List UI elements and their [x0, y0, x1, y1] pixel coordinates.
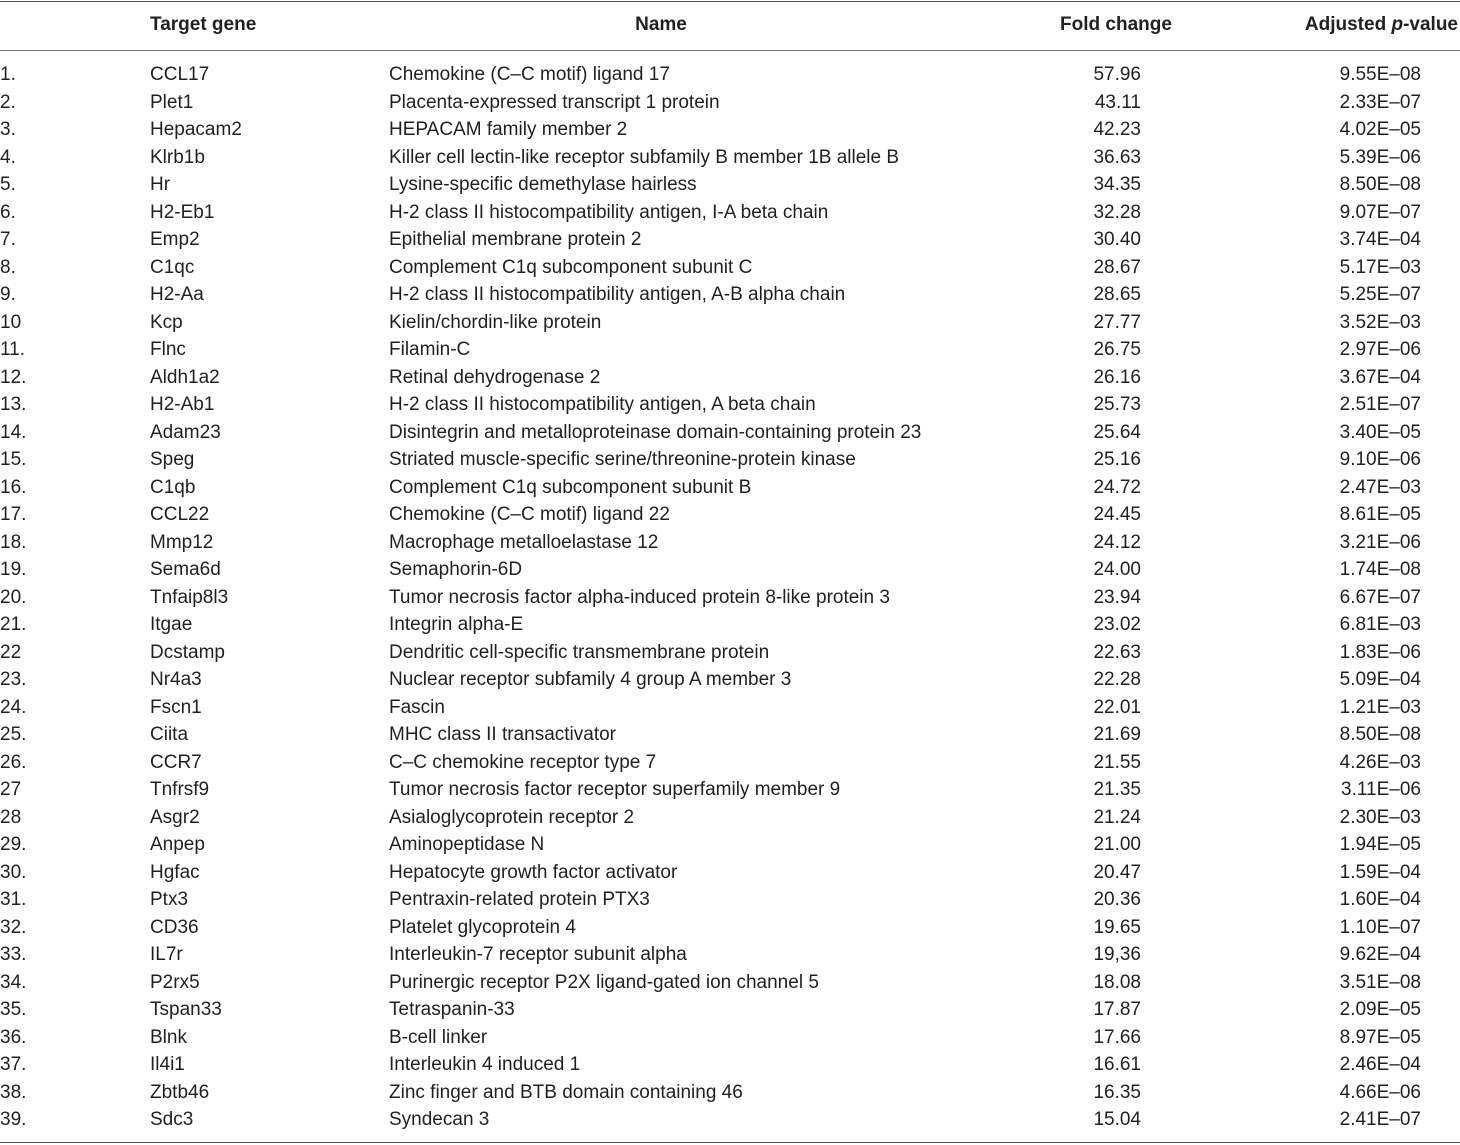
- table-header-rule: [0, 50, 1460, 51]
- row-name: Syndecan 3: [389, 1109, 490, 1130]
- row-fold-change: 18.08: [1093, 971, 1141, 993]
- table-row: [0, 886, 1460, 914]
- table-row: [0, 281, 1460, 309]
- table-row: [0, 1079, 1460, 1107]
- row-target-gene: Il4i1: [150, 1054, 185, 1075]
- row-adjusted-p-value: 2.97E–06: [1339, 339, 1421, 360]
- row-adjusted-p-value: 5.25E–07: [1339, 284, 1421, 305]
- row-target-gene: Kcp: [150, 311, 183, 333]
- row-name: H-2 class II histocompatibility antigen, A beta chain: [389, 394, 816, 415]
- row-name: Tumor necrosis factor alpha-induced protein 8-like protein 3: [389, 586, 890, 608]
- row-index: 12.: [0, 366, 27, 388]
- table-row: [0, 859, 1460, 887]
- row-target-gene: Hr: [150, 174, 171, 195]
- row-target-gene: CD36: [150, 916, 199, 938]
- row-name: Interleukin 4 induced 1: [389, 1054, 581, 1075]
- row-target-gene: Anpep: [150, 834, 205, 855]
- row-name: Filamin-C: [389, 339, 471, 360]
- row-fold-change: 27.77: [1093, 311, 1141, 333]
- row-fold-change: 21.00: [1093, 834, 1141, 855]
- table-row: [0, 831, 1460, 859]
- row-index: 10: [0, 311, 22, 333]
- row-fold-change: 23.94: [1093, 586, 1141, 608]
- header-fold-change: Fold change: [1060, 14, 1172, 35]
- row-index: 2.: [0, 91, 16, 113]
- row-fold-change: 24.12: [1093, 531, 1141, 553]
- row-index: 7.: [0, 229, 16, 250]
- row-index: 31.: [0, 889, 27, 910]
- table-row: [0, 969, 1460, 997]
- row-index: 34.: [0, 971, 27, 993]
- row-index: 18.: [0, 531, 27, 553]
- table-row: [0, 474, 1460, 502]
- row-adjusted-p-value: 9.10E–06: [1339, 449, 1421, 470]
- row-target-gene: H2-Ab1: [150, 394, 215, 415]
- table-row: [0, 1051, 1460, 1079]
- row-index: 28: [0, 806, 22, 828]
- row-target-gene: Mmp12: [150, 531, 214, 553]
- row-index: 29.: [0, 834, 27, 855]
- row-index: 4.: [0, 146, 16, 168]
- row-name: Pentraxin-related protein PTX3: [389, 889, 650, 910]
- table-row: [0, 556, 1460, 584]
- row-fold-change: 34.35: [1093, 174, 1141, 195]
- row-index: 6.: [0, 201, 16, 223]
- row-fold-change: 26.16: [1093, 366, 1141, 388]
- row-fold-change: 22.01: [1093, 696, 1141, 718]
- row-target-gene: C1qb: [150, 476, 196, 498]
- table-row: [0, 666, 1460, 694]
- row-adjusted-p-value: 9.62E–04: [1339, 944, 1421, 965]
- row-target-gene: Itgae: [150, 614, 193, 635]
- row-adjusted-p-value: 6.67E–07: [1339, 586, 1421, 608]
- row-target-gene: Adam23: [150, 421, 221, 443]
- row-index: 24.: [0, 696, 27, 718]
- row-name: Integrin alpha-E: [389, 614, 524, 635]
- row-adjusted-p-value: 5.09E–04: [1339, 669, 1421, 690]
- row-adjusted-p-value: 3.21E–06: [1339, 531, 1421, 553]
- row-target-gene: Tnfaip8l3: [150, 586, 229, 608]
- row-fold-change: 16.35: [1093, 1081, 1141, 1103]
- row-name: Tumor necrosis factor receptor superfamily member 9: [389, 779, 841, 800]
- row-name: Chemokine (C–C motif) ligand 22: [389, 504, 670, 525]
- row-adjusted-p-value: 9.55E–08: [1339, 64, 1421, 85]
- table-row: [0, 336, 1460, 364]
- row-target-gene: Sdc3: [150, 1109, 194, 1130]
- row-target-gene: Flnc: [150, 339, 186, 360]
- row-index: 5.: [0, 174, 16, 195]
- table-row: [0, 1106, 1460, 1134]
- row-target-gene: Tspan33: [150, 999, 222, 1020]
- row-fold-change: 57.96: [1093, 64, 1141, 85]
- row-fold-change: 30.40: [1093, 229, 1141, 250]
- row-fold-change: 16.61: [1093, 1054, 1141, 1075]
- row-name: Tetraspanin-33: [389, 999, 515, 1020]
- row-fold-change: 28.67: [1093, 256, 1141, 278]
- row-index: 13.: [0, 394, 27, 415]
- row-target-gene: Ciita: [150, 724, 189, 745]
- row-adjusted-p-value: 1.74E–08: [1339, 559, 1421, 580]
- table-row: [0, 446, 1460, 474]
- table-row: [0, 309, 1460, 337]
- row-fold-change: 22.63: [1093, 641, 1141, 663]
- row-index: 11.: [0, 339, 26, 360]
- row-index: 22: [0, 641, 22, 663]
- row-name: Hepatocyte growth factor activator: [389, 861, 678, 883]
- row-adjusted-p-value: 8.97E–05: [1339, 1026, 1421, 1048]
- table-row: [0, 419, 1460, 447]
- row-index: 39.: [0, 1109, 27, 1130]
- row-fold-change: 21.24: [1093, 806, 1141, 828]
- row-adjusted-p-value: 4.26E–03: [1339, 751, 1421, 773]
- row-name: H-2 class II histocompatibility antigen, I-A beta chain: [389, 201, 829, 223]
- row-index: 35.: [0, 999, 27, 1020]
- row-target-gene: Speg: [150, 449, 195, 470]
- table-row: [0, 611, 1460, 639]
- row-target-gene: IL7r: [150, 944, 183, 965]
- row-name: Complement C1q subcomponent subunit C: [389, 256, 753, 278]
- row-adjusted-p-value: 1.83E–06: [1339, 641, 1421, 663]
- row-fold-change: 25.73: [1093, 394, 1141, 415]
- row-fold-change: 32.28: [1093, 201, 1141, 223]
- row-fold-change: 19.65: [1093, 916, 1141, 938]
- row-fold-change: 23.02: [1093, 614, 1141, 635]
- table-row: [0, 721, 1460, 749]
- table-row: [0, 749, 1460, 777]
- row-index: 15.: [0, 449, 27, 470]
- row-index: 33.: [0, 944, 27, 965]
- row-fold-change: 26.75: [1093, 339, 1141, 360]
- row-adjusted-p-value: 2.09E–05: [1339, 999, 1421, 1020]
- header-name: Name: [635, 14, 687, 35]
- row-index: 25.: [0, 724, 27, 745]
- row-target-gene: Dcstamp: [150, 641, 225, 663]
- row-fold-change: 21.69: [1093, 724, 1141, 745]
- row-fold-change: 36.63: [1093, 146, 1141, 168]
- table-row: [0, 996, 1460, 1024]
- row-adjusted-p-value: 2.33E–07: [1339, 91, 1421, 113]
- row-fold-change: 15.04: [1093, 1109, 1141, 1130]
- table-body: [0, 61, 1460, 1134]
- header-target-gene: Target gene: [150, 14, 257, 35]
- row-name: Retinal dehydrogenase 2: [389, 366, 601, 388]
- row-fold-change: 21.55: [1093, 751, 1141, 773]
- row-target-gene: Asgr2: [150, 806, 200, 828]
- row-name: Semaphorin-6D: [389, 559, 523, 580]
- header-adjusted-p-value: [1305, 14, 1458, 36]
- row-adjusted-p-value: 3.51E–08: [1339, 971, 1421, 993]
- row-adjusted-p-value: 1.60E–04: [1339, 889, 1421, 910]
- row-name: Interleukin-7 receptor subunit alpha: [389, 944, 687, 965]
- row-fold-change: 17.87: [1093, 999, 1141, 1020]
- row-name: Disintegrin and metalloproteinase domain-containing protein 23: [389, 421, 922, 443]
- row-fold-change: 42.23: [1093, 119, 1141, 140]
- row-target-gene: Ptx3: [150, 889, 189, 910]
- row-index: 37.: [0, 1054, 27, 1075]
- table-row: [0, 364, 1460, 392]
- row-fold-change: 22.28: [1093, 669, 1141, 690]
- row-adjusted-p-value: 8.61E–05: [1339, 504, 1421, 525]
- row-name: Purinergic receptor P2X ligand-gated ion channel 5: [389, 971, 819, 993]
- row-adjusted-p-value: 3.11E–06: [1341, 779, 1421, 800]
- table-row: [0, 226, 1460, 254]
- row-target-gene: CCR7: [150, 751, 202, 773]
- row-adjusted-p-value: 4.02E–05: [1339, 119, 1421, 140]
- table-row: [0, 116, 1460, 144]
- row-fold-change: 25.64: [1093, 421, 1141, 443]
- table-row: [0, 61, 1460, 89]
- row-adjusted-p-value: 6.81E–03: [1339, 614, 1421, 635]
- table-row: [0, 89, 1460, 117]
- table-row: [0, 639, 1460, 667]
- row-adjusted-p-value: 8.50E–08: [1339, 174, 1421, 195]
- row-name: Macrophage metalloelastase 12: [389, 531, 659, 553]
- row-target-gene: Sema6d: [150, 559, 221, 580]
- row-target-gene: Hgfac: [150, 861, 200, 883]
- row-fold-change: 19,36: [1093, 944, 1141, 965]
- row-name: HEPACAM family member 2: [389, 119, 628, 140]
- row-fold-change: 43.11: [1094, 91, 1141, 113]
- row-index: 30.: [0, 861, 27, 883]
- row-adjusted-p-value: 1.59E–04: [1339, 861, 1421, 883]
- row-name: Nuclear receptor subfamily 4 group A member 3: [389, 669, 792, 690]
- row-fold-change: 21.35: [1093, 779, 1141, 800]
- row-index: 20.: [0, 586, 27, 608]
- row-adjusted-p-value: 2.41E–07: [1339, 1109, 1421, 1130]
- row-index: 8.: [0, 256, 16, 278]
- table-row: [0, 529, 1460, 557]
- row-adjusted-p-value: 2.51E–07: [1339, 394, 1421, 415]
- row-target-gene: H2-Eb1: [150, 201, 215, 223]
- table-row: [0, 199, 1460, 227]
- row-index: 14.: [0, 421, 27, 443]
- row-index: 1.: [0, 64, 16, 85]
- table-row: [0, 501, 1460, 529]
- table-row: [0, 584, 1460, 612]
- row-name: Platelet glycoprotein 4: [389, 916, 576, 938]
- row-fold-change: 28.65: [1093, 284, 1141, 305]
- row-index: 23.: [0, 669, 27, 690]
- row-fold-change: 24.45: [1093, 504, 1141, 525]
- row-target-gene: C1qc: [150, 256, 195, 278]
- table-row: [0, 941, 1460, 969]
- row-name: Dendritic cell-specific transmembrane protein: [389, 641, 770, 663]
- table-row: [0, 804, 1460, 832]
- row-adjusted-p-value: 2.30E–03: [1339, 806, 1421, 828]
- row-fold-change: 17.66: [1093, 1026, 1141, 1048]
- row-name: Complement C1q subcomponent subunit B: [389, 476, 752, 498]
- row-fold-change: 24.00: [1093, 559, 1141, 580]
- row-adjusted-p-value: 5.17E–03: [1339, 256, 1421, 278]
- row-target-gene: Aldh1a2: [150, 366, 220, 388]
- table-header-row: [0, 2, 1460, 50]
- row-name: Chemokine (C–C motif) ligand 17: [389, 64, 670, 85]
- row-fold-change: 20.47: [1093, 861, 1141, 883]
- row-index: 26.: [0, 751, 27, 773]
- row-index: 17.: [0, 504, 27, 525]
- header-adjusted-p-italic: p: [1391, 14, 1404, 35]
- row-index: 38.: [0, 1081, 27, 1103]
- row-name: H-2 class II histocompatibility antigen, A-B alpha chain: [389, 284, 846, 305]
- row-name: Lysine-specific demethylase hairless: [389, 174, 697, 195]
- row-adjusted-p-value: 2.47E–03: [1339, 476, 1421, 498]
- table-row: [0, 144, 1460, 172]
- row-adjusted-p-value: 1.21E–03: [1339, 696, 1421, 718]
- row-index: 3.: [0, 119, 16, 140]
- row-name: Epithelial membrane protein 2: [389, 229, 642, 250]
- row-fold-change: 24.72: [1093, 476, 1141, 498]
- row-target-gene: Blnk: [150, 1026, 187, 1048]
- row-name: Killer cell lectin-like receptor subfamily B member 1B allele B: [389, 146, 900, 168]
- row-name: Striated muscle-specific serine/threonine-protein kinase: [389, 449, 856, 470]
- row-name: B-cell linker: [389, 1026, 488, 1048]
- row-index: 32.: [0, 916, 27, 938]
- row-adjusted-p-value: 9.07E–07: [1339, 201, 1421, 223]
- row-index: 21.: [0, 614, 27, 635]
- row-adjusted-p-value: 1.94E–05: [1339, 834, 1421, 855]
- row-index: 36.: [0, 1026, 27, 1048]
- table-row: [0, 171, 1460, 199]
- table-row: [0, 391, 1460, 419]
- row-index: 16.: [0, 476, 27, 498]
- row-name: Placenta-expressed transcript 1 protein: [389, 91, 720, 113]
- row-target-gene: CCL22: [150, 504, 210, 525]
- row-fold-change: 20.36: [1093, 889, 1141, 910]
- row-target-gene: Plet1: [150, 91, 194, 113]
- row-adjusted-p-value: 3.67E–04: [1339, 366, 1421, 388]
- row-target-gene: P2rx5: [150, 971, 200, 993]
- row-name: C–C chemokine receptor type 7: [389, 751, 657, 773]
- row-target-gene: Zbtb46: [150, 1081, 210, 1103]
- row-adjusted-p-value: 3.74E–04: [1339, 229, 1421, 250]
- table-row: [0, 1024, 1460, 1052]
- row-adjusted-p-value: 3.52E–03: [1339, 311, 1421, 333]
- table-bottom-rule: [0, 1142, 1460, 1143]
- row-target-gene: Hepacam2: [150, 119, 242, 140]
- row-adjusted-p-value: 5.39E–06: [1339, 146, 1421, 168]
- row-adjusted-p-value: 8.50E–08: [1339, 724, 1421, 745]
- row-adjusted-p-value: 1.10E–07: [1339, 916, 1421, 938]
- row-fold-change: 25.16: [1093, 449, 1141, 470]
- row-adjusted-p-value: 3.40E–05: [1339, 421, 1421, 443]
- row-name: Zinc finger and BTB domain containing 46: [389, 1081, 743, 1103]
- row-target-gene: Nr4a3: [150, 669, 202, 690]
- row-name: Asialoglycoprotein receptor 2: [389, 806, 635, 828]
- header-adjusted-p-prefix: Adjusted: [1304, 14, 1392, 35]
- table-row: [0, 254, 1460, 282]
- row-target-gene: Klrb1b: [150, 146, 205, 168]
- row-adjusted-p-value: 4.66E–06: [1339, 1081, 1421, 1103]
- table-row: [0, 694, 1460, 722]
- row-name: Fascin: [389, 696, 445, 718]
- row-target-gene: CCL17: [150, 64, 210, 85]
- row-index: 27: [0, 779, 22, 800]
- row-index: 9.: [0, 284, 16, 305]
- row-target-gene: H2-Aa: [150, 284, 204, 305]
- header-adjusted-p-suffix: -value: [1403, 14, 1458, 35]
- row-name: Aminopeptidase N: [389, 834, 545, 855]
- row-index: 19.: [0, 559, 27, 580]
- row-target-gene: Fscn1: [150, 696, 202, 718]
- row-adjusted-p-value: 2.46E–04: [1339, 1054, 1421, 1075]
- row-target-gene: Emp2: [150, 229, 200, 250]
- table-row: [0, 914, 1460, 942]
- table-row: [0, 776, 1460, 804]
- row-name: MHC class II transactivator: [389, 724, 616, 745]
- row-name: Kielin/chordin-like protein: [389, 311, 602, 333]
- row-target-gene: Tnfrsf9: [150, 779, 210, 800]
